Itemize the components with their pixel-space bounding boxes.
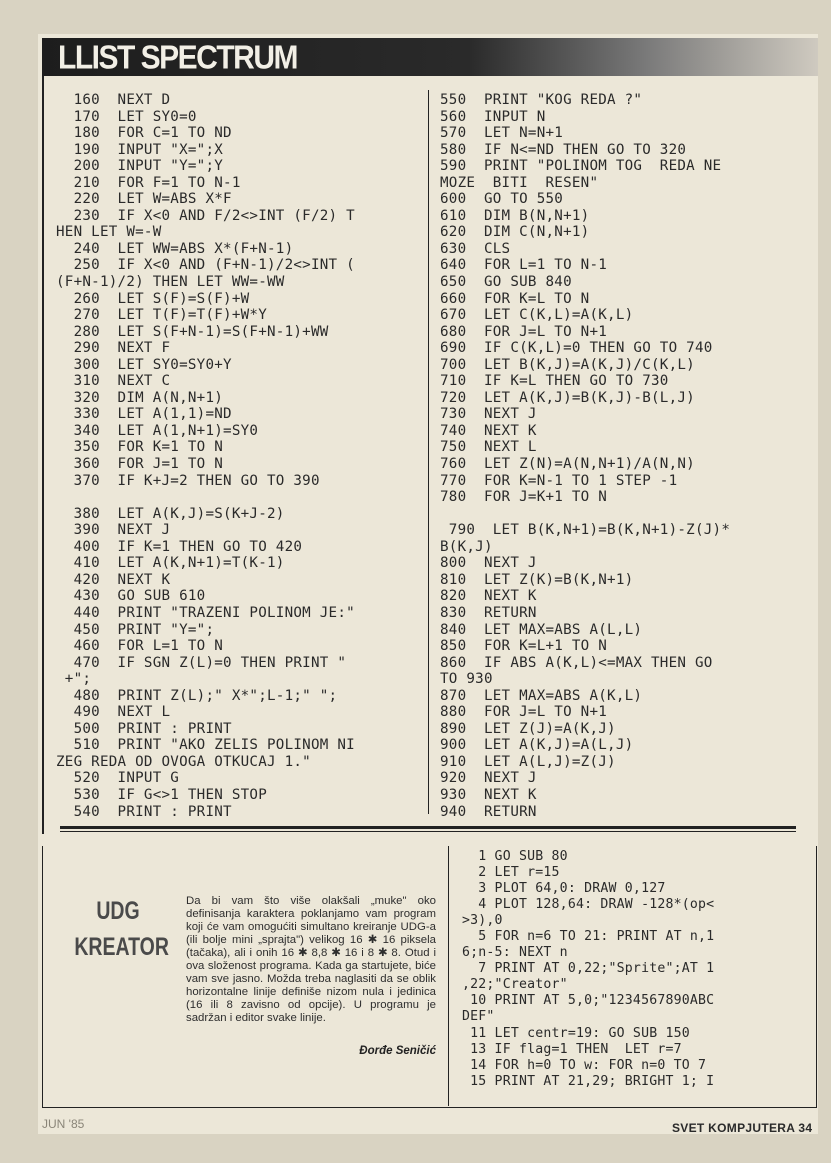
left-border bbox=[42, 76, 44, 834]
code-line: +"; bbox=[56, 671, 92, 688]
code-line: >3),0 bbox=[462, 913, 503, 929]
code-line: 420 NEXT K bbox=[56, 571, 171, 588]
code-line: 210 FOR F=1 TO N-1 bbox=[56, 174, 241, 191]
code-line: TO 930 bbox=[440, 671, 493, 688]
article-title-line1: UDG bbox=[96, 897, 140, 925]
code-line: 610 DIM B(N,N+1) bbox=[440, 207, 590, 224]
code-line: 15 PRINT AT 21,29; BRIGHT 1; I bbox=[462, 1073, 715, 1089]
code-line: 5 FOR n=6 TO 21: PRINT AT n,1 bbox=[462, 929, 715, 945]
page-footer: SVET KOMPJUTERA 34 bbox=[672, 1121, 813, 1135]
code-line: 2 LET r=15 bbox=[462, 865, 560, 881]
code-line: 850 FOR K=L+1 TO N bbox=[440, 638, 608, 655]
code-line: 270 LET T(F)=T(F)+W*Y bbox=[56, 307, 267, 324]
code-line: 940 RETURN bbox=[440, 803, 537, 820]
code-line: 590 PRINT "POLINOM TOG REDA NE bbox=[440, 158, 722, 175]
code-line: ZEG REDA OD OVOGA OTKUCAJ 1." bbox=[56, 753, 311, 770]
code-line: 560 INPUT N bbox=[440, 108, 546, 125]
code-line: 540 PRINT : PRINT bbox=[56, 803, 232, 820]
code-line: 620 DIM C(N,N+1) bbox=[440, 224, 590, 241]
code-line: 410 LET A(K,N+1)=T(K-1) bbox=[56, 555, 285, 572]
code-line: ,22;"Creator" bbox=[462, 977, 568, 993]
code-line: 680 FOR J=L TO N+1 bbox=[440, 323, 608, 340]
code-line: 14 FOR h=0 TO w: FOR n=0 TO 7 bbox=[462, 1057, 707, 1073]
code-line: 260 LET S(F)=S(F)+W bbox=[56, 290, 250, 307]
udg-column-divider bbox=[448, 846, 449, 1106]
code-line: 890 LET Z(J)=A(K,J) bbox=[440, 720, 616, 737]
code-line: 600 GO TO 550 bbox=[440, 191, 564, 208]
udg-listing bbox=[462, 849, 816, 1090]
code-line: HEN LET W=-W bbox=[56, 224, 162, 241]
code-line: 10 PRINT AT 5,0;"1234567890ABC bbox=[462, 993, 715, 1009]
code-line: 220 LET W=ABS X*F bbox=[56, 191, 232, 208]
code-line: 230 IF X<0 AND F/2<>INT (F/2) T bbox=[56, 207, 355, 224]
code-line: 930 NEXT K bbox=[440, 786, 537, 803]
code-line: 810 LET Z(K)=B(K,N+1) bbox=[440, 571, 634, 588]
article-title bbox=[74, 893, 169, 965]
code-line: 300 LET SY0=SY0+Y bbox=[56, 356, 232, 373]
code-line: 470 IF SGN Z(L)=0 THEN PRINT " bbox=[56, 654, 347, 671]
code-line: 6;n-5: NEXT n bbox=[462, 945, 568, 961]
code-line: 7 PRINT AT 0,22;"Sprite";AT 1 bbox=[462, 961, 715, 977]
code-line: 190 INPUT "X=";X bbox=[56, 141, 224, 158]
code-line: 870 LET MAX=ABS A(K,L) bbox=[440, 687, 643, 704]
code-line: 770 FOR K=N-1 TO 1 STEP -1 bbox=[440, 472, 678, 489]
article-body: Da bi vam što više olakšali „muke" oko definisanja karaktera poklanjamo vam program koji će vam omogućiti simultano kreiranje UDG-a (ili bolje mini „sprajta") velikog 16 ✱ 16 piksela (tačaka), ali i onih 16 ✱ 8,8 ✱ 16 i 8 ✱ 8. Otud i ova složenost programa. Kada ga startujete, biće vam sve jasno. Možda treba naglasiti da se oblik horizontalne linije definiše nizom nula i jedinica (16 ili 8 zavisno od opcije). U programu je sadržan i editor svake linije. bbox=[186, 895, 436, 1025]
code-line: 880 FOR J=L TO N+1 bbox=[440, 704, 608, 721]
code-line: 510 PRINT "AKO ZELIS POLINOM NI bbox=[56, 737, 355, 754]
bottom-border bbox=[42, 1107, 817, 1108]
code-line: 240 LET WW=ABS X*(F+N-1) bbox=[56, 240, 294, 257]
column-divider bbox=[428, 90, 429, 814]
code-line: 1 GO SUB 80 bbox=[462, 849, 568, 864]
code-line: 760 LET Z(N)=A(N,N+1)/A(N,N) bbox=[440, 456, 695, 473]
code-line: 380 LET A(K,J)=S(K+J-2) bbox=[56, 505, 285, 522]
code-line: 710 IF K=L THEN GO TO 730 bbox=[440, 373, 669, 390]
code-line: 910 LET A(L,J)=Z(J) bbox=[440, 753, 616, 770]
article-author: Đorđe Seničić bbox=[359, 1045, 436, 1057]
code-line: 550 PRINT "KOG REDA ?" bbox=[440, 92, 643, 108]
code-line: 580 IF N<=ND THEN GO TO 320 bbox=[440, 141, 687, 158]
code-line: 250 IF X<0 AND (F+N-1)/2<>INT ( bbox=[56, 257, 355, 274]
code-line: 730 NEXT J bbox=[440, 406, 537, 423]
section-title: LLIST SPECTRUM bbox=[58, 40, 297, 77]
code-line: 690 IF C(K,L)=0 THEN GO TO 740 bbox=[440, 340, 713, 357]
code-line: 800 NEXT J bbox=[440, 555, 537, 572]
code-line: 290 NEXT F bbox=[56, 340, 171, 357]
code-line: 480 PRINT Z(L);" X*";L-1;" "; bbox=[56, 687, 338, 704]
code-line: (F+N-1)/2) THEN LET WW=-WW bbox=[56, 274, 285, 291]
code-line: 660 FOR K=L TO N bbox=[440, 290, 590, 307]
code-line: B(K,J) bbox=[440, 538, 493, 555]
code-line: 530 IF G<>1 THEN STOP bbox=[56, 786, 267, 803]
code-line: 670 LET C(K,L)=A(K,L) bbox=[440, 307, 634, 324]
code-line: 700 LET B(K,J)=A(K,J)/C(K,L) bbox=[440, 356, 695, 373]
code-line bbox=[440, 506, 816, 523]
code-line: 4 PLOT 128,64: DRAW -128*(op< bbox=[462, 897, 715, 913]
section-divider bbox=[60, 826, 796, 829]
code-line: 340 LET A(1,N+1)=SY0 bbox=[56, 422, 259, 439]
code-line: 330 LET A(1,1)=ND bbox=[56, 406, 232, 423]
basic-listing-right bbox=[440, 92, 816, 820]
code-line: 750 NEXT L bbox=[440, 439, 537, 456]
code-line: 500 PRINT : PRINT bbox=[56, 720, 232, 737]
code-line: 490 NEXT L bbox=[56, 704, 171, 721]
code-line: 520 INPUT G bbox=[56, 770, 180, 787]
code-line: 180 FOR C=1 TO ND bbox=[56, 125, 232, 142]
issue-date: JUN '85 bbox=[42, 1117, 85, 1131]
code-line: 820 NEXT K bbox=[440, 588, 537, 605]
section-divider-thin bbox=[60, 831, 796, 832]
code-line: 630 CLS bbox=[440, 240, 511, 257]
code-line: 11 LET centr=19: GO SUB 150 bbox=[462, 1025, 690, 1041]
code-line: 900 LET A(K,J)=A(L,J) bbox=[440, 737, 634, 754]
right-border bbox=[816, 846, 817, 1108]
code-line: 780 FOR J=K+1 TO N bbox=[440, 489, 608, 506]
article-title-line2: KREATOR bbox=[74, 933, 169, 961]
code-line: 830 RETURN bbox=[440, 604, 537, 621]
code-line bbox=[56, 489, 408, 506]
code-line: 450 PRINT "Y="; bbox=[56, 621, 215, 638]
code-line: DEF" bbox=[462, 1009, 495, 1025]
code-line: 860 IF ABS A(K,L)<=MAX THEN GO bbox=[440, 654, 713, 671]
code-line: 390 NEXT J bbox=[56, 522, 171, 539]
code-line: 320 DIM A(N,N+1) bbox=[56, 389, 224, 406]
code-line: 460 FOR L=1 TO N bbox=[56, 638, 224, 655]
code-line: 920 NEXT J bbox=[440, 770, 537, 787]
code-line: 840 LET MAX=ABS A(L,L) bbox=[440, 621, 643, 638]
left-border-lower bbox=[42, 846, 43, 1108]
code-line: 3 PLOT 64,0: DRAW 0,127 bbox=[462, 881, 666, 897]
code-line: 650 GO SUB 840 bbox=[440, 274, 572, 291]
code-line: 310 NEXT C bbox=[56, 373, 171, 390]
code-line: 350 FOR K=1 TO N bbox=[56, 439, 224, 456]
code-line: 720 LET A(K,J)=B(K,J)-B(L,J) bbox=[440, 389, 695, 406]
code-line: 370 IF K+J=2 THEN GO TO 390 bbox=[56, 472, 320, 489]
code-line: 200 INPUT "Y=";Y bbox=[56, 158, 224, 175]
code-line: 170 LET SY0=0 bbox=[56, 108, 197, 125]
code-line: 790 LET B(K,N+1)=B(K,N+1)-Z(J)* bbox=[440, 522, 731, 539]
code-line: 640 FOR L=1 TO N-1 bbox=[440, 257, 608, 274]
code-line: 430 GO SUB 610 bbox=[56, 588, 206, 605]
code-line: 280 LET S(F+N-1)=S(F+N-1)+WW bbox=[56, 323, 329, 340]
basic-listing-left bbox=[56, 92, 408, 820]
code-line: 360 FOR J=1 TO N bbox=[56, 456, 224, 473]
code-line: 13 IF flag=1 THEN LET r=7 bbox=[462, 1041, 682, 1057]
code-line: MOZE BITI RESEN" bbox=[440, 174, 599, 191]
code-line: 400 IF K=1 THEN GO TO 420 bbox=[56, 538, 303, 555]
code-line: 160 NEXT D bbox=[56, 92, 171, 108]
code-line: 440 PRINT "TRAZENI POLINOM JE:" bbox=[56, 604, 355, 621]
code-line: 740 NEXT K bbox=[440, 422, 537, 439]
code-line: 570 LET N=N+1 bbox=[440, 125, 564, 142]
